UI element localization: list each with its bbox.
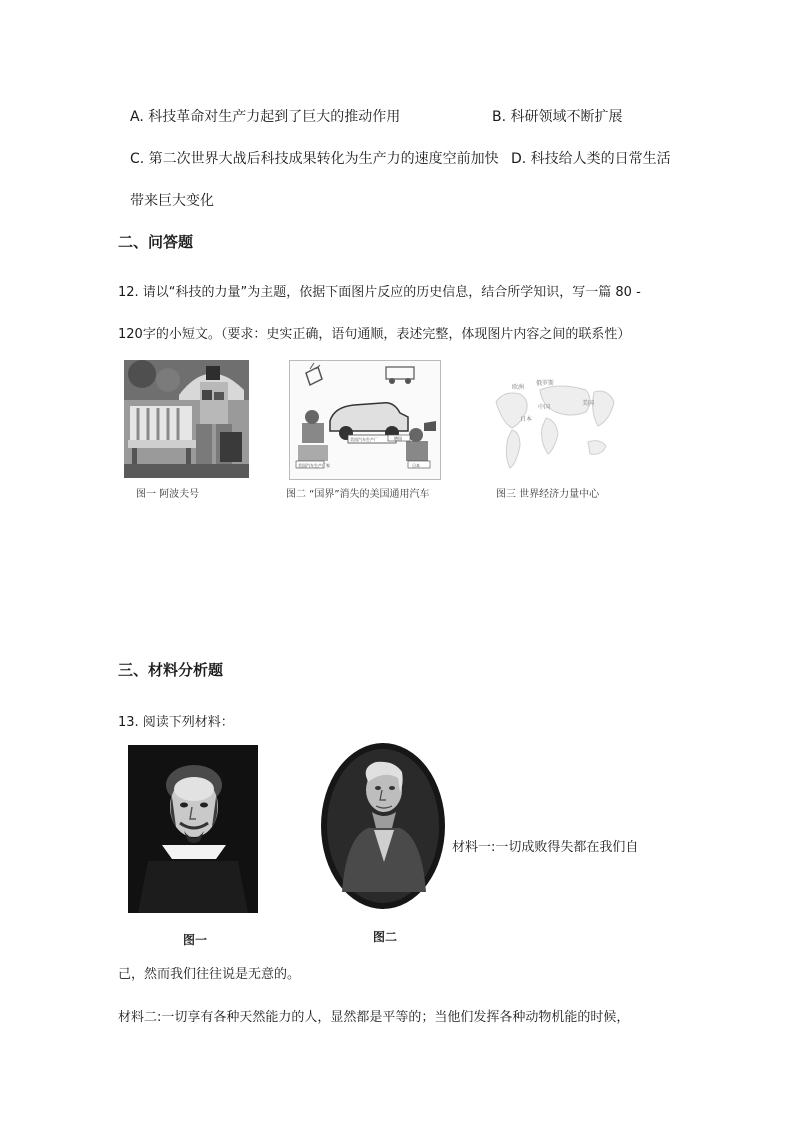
figure-robot-photo [124, 360, 249, 478]
option-c: C. 第二次世界大战后科技成果转化为生产力的速度空前加快 [130, 151, 499, 167]
fig2-label-japan: 日本 [412, 463, 420, 468]
figure-1-caption: 图一 阿波夫号 [136, 489, 200, 500]
figure-2-caption: 图二 “国界”消失的美国通用汽车 [286, 489, 430, 500]
section-heading-qa: 二、问答题 [118, 233, 194, 251]
material-1-start: 材料一:一切成败得失都在我们自 [452, 840, 639, 855]
fig3-label-russia: 俄罗斯 [536, 380, 555, 387]
portrait-figure-2 [320, 742, 446, 910]
question-13: 13. 阅读下列材料： [118, 715, 234, 730]
portrait-1-caption: 图一 [183, 933, 208, 947]
option-d: D. 科技给人类的日常生活 [511, 151, 671, 167]
fig3-label-china: 中国 [538, 404, 551, 411]
material-1-end: 己，然而我们往往说是无意的。 [118, 967, 301, 982]
figure-car-cartoon [289, 360, 441, 480]
option-d-continued: 带来巨大变化 [130, 193, 214, 209]
option-b: B. 科研领域不断扩展 [492, 109, 623, 125]
portrait-2-caption: 图二 [373, 930, 398, 944]
figure-world-map [490, 372, 618, 476]
question-12-line1: 12. 请以“科技的力量”为主题，依据下面图片反应的历史信息，结合所学知识，写一篇 80 - [118, 285, 641, 300]
fig2-label-germany: 德国 [394, 436, 402, 441]
fig3-label-japan: 日本 [520, 416, 533, 423]
figure-3-caption: 图三 世界经济力量中心 [496, 489, 600, 500]
question-12-line2: 120字的小短文。（要求：史实正确，语句通顺，表述完整，体现图片内容之间的联系性） [118, 327, 631, 342]
portrait-figure-1 [128, 745, 258, 913]
fig3-label-europe-text: 欧洲 [512, 384, 525, 391]
fig2-label-factory: 美国汽车生产厂 [350, 437, 378, 442]
section-heading-material: 三、材料分析题 [118, 661, 224, 679]
option-a: A. 科技革命对生产力起到了巨大的推动作用 [130, 109, 401, 125]
fig3-label-usa: 美国 [582, 400, 595, 407]
material-2: 材料二:一切享有各种天然能力的人，显然都是平等的；当他们发挥各种动物机能的时候， [118, 1010, 630, 1025]
fig2-label-maker: 美国汽车生产厂家 [298, 463, 330, 468]
